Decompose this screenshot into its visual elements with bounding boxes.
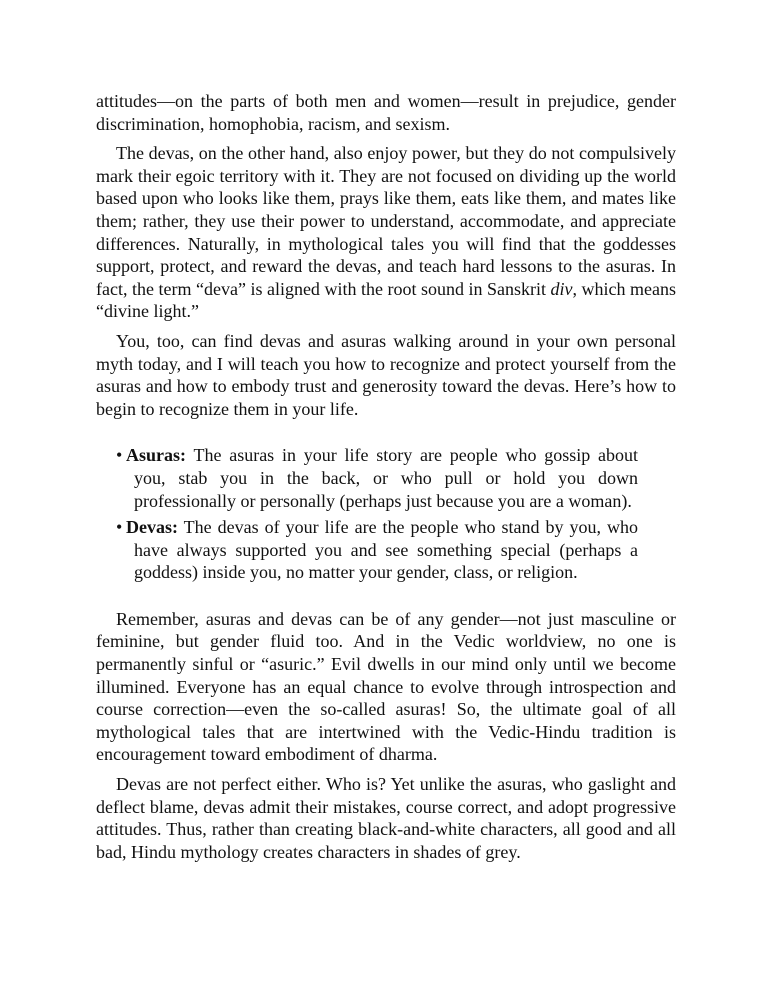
devas-description: The devas of your life are the people who stand by you, who have always supported you and see something special (perhaps a goddess) inside you, no matter your gender, class, or religion. — [134, 517, 638, 583]
sanskrit-term-div: div — [550, 278, 573, 299]
list-item-asuras — [96, 444, 638, 512]
paragraph-personal-myth: You, too, can find devas and asuras walking around in your own personal myth today, and I will teach you how to recognize and protect yourself from the asuras and how to embody trust and generosity toward the devas. Here’s how to begin to recognize them in your life. — [96, 330, 676, 419]
paragraph-devas-power — [96, 142, 676, 323]
asuras-description: The asuras in your life story are people who gossip about you, stab you in the back, or who pull or hold you down professionally or personally (perhaps just because you are a woman). — [134, 445, 638, 511]
book-page — [96, 90, 676, 870]
bullet-mark: • — [116, 445, 123, 466]
list-item-devas — [96, 516, 638, 584]
term-asuras: Asuras: — [126, 445, 187, 466]
paragraph-devas-not-perfect: Devas are not perfect either. Who is? Yet unlike the asuras, who gaslight and deflect blame, devas admit their mistakes, course correct, and adopt progressive attitudes. Thus, rather than creating black-and-white characters, all good and all bad, Hindu mythology creates characters in shades of grey. — [96, 774, 676, 862]
paragraph-devas-power-end: , which means “divine light.” — [96, 278, 676, 322]
paragraph-devas-power-text: The devas, on the other hand, also enjoy power, but they do not compulsively mark their egoic territory with it. They are not focused on dividing up the world based upon who looks like them, prays like them, eats like them, and mates like them; rather, they use their power to understand, accommodate, and appreciate differences. Naturally, in mythological tales you will find that the goddesses support, protect, and reward the devas, and teach hard lessons to the asuras. In fact, the term “deva” is aligned with the root sound in Sanskrit — [96, 143, 676, 299]
bullet-mark: • — [116, 517, 123, 538]
paragraph-remember: Remember, asuras and devas can be of any gender—not just masculine or feminine, but gender fluid too. And in the Vedic worldview, no one is permanently sinful or “asuric.” Evil dwells in our mind only until we become illumined. Everyone has an equal chance to evolve through introspection and course correction—even the so-called asuras! So, the ultimate goal of all mythological tales that are intertwined with the Vedic-Hindu tradition is encouragement toward embodiment of dharma. — [96, 608, 676, 765]
bullet-list — [96, 444, 676, 584]
paragraph-attitudes: attitudes—on the parts of both men and women—result in prejudice, gender discrimination, homophobia, racism, and sexism. — [96, 91, 676, 134]
term-devas: Devas: — [126, 517, 178, 538]
